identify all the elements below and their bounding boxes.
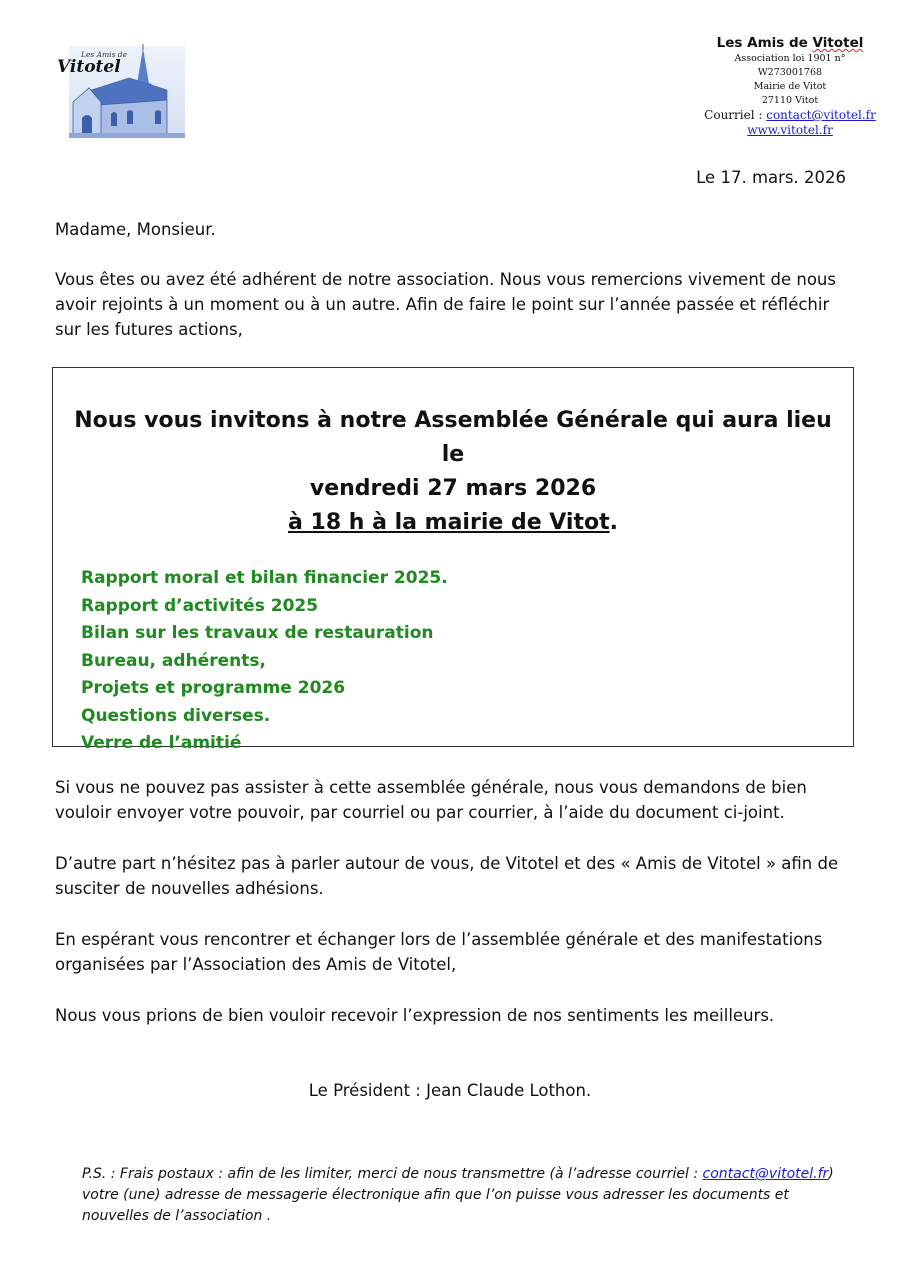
church-logo-image xyxy=(55,44,187,140)
organization-name: Les Amis de Vitotel xyxy=(716,35,864,51)
association-logo xyxy=(55,44,187,140)
invitation-time-place: à 18 h à la mairie de Vitot. xyxy=(288,510,618,535)
agenda-item: Questions diverses. xyxy=(81,705,271,726)
email-link[interactable]: contact@vitotel.fr xyxy=(766,108,876,122)
agenda-list xyxy=(81,565,853,758)
invitation-date: vendredi 27 mars 2026 xyxy=(309,476,597,501)
agenda-item: Bilan sur les travaux de restauration xyxy=(81,623,434,643)
website-line xyxy=(640,123,900,138)
proxy-paragraph: Si vous ne pouvez pas assister à cette assemblée générale, nous vous demandons de bien vouloir envoyer votre pouvoir, par courriel ou par courrier, à l’aide du document ci-joint. xyxy=(55,778,807,822)
logo-text-top: Les Amis de xyxy=(81,50,128,59)
registration-number: W273001768 xyxy=(757,67,823,78)
letter-date: Le 17. mars. 2026 xyxy=(696,168,846,187)
postscript: P.S. : Frais postaux : afin de les limiter, merci de nous transmettre (à l’adresse courriel : contact@vitotel.fr) votre (une) adresse de messagerie électronique afin que l’on puisse vous adresser les documents et nouvelles de l’association . xyxy=(82,1166,834,1224)
agenda-item: Verre de l’amitié xyxy=(81,733,242,753)
email-line: Courriel : contact@vitotel.fr xyxy=(704,108,876,122)
ps-email-link[interactable]: contact@vitotel.fr xyxy=(702,1166,829,1182)
greeting: Madame, Monsieur. xyxy=(55,220,216,239)
address-city: 27110 Vitot xyxy=(761,95,819,106)
agenda-item: Rapport moral et bilan financier 2025. xyxy=(81,568,448,588)
letterhead xyxy=(640,34,900,138)
agenda-item: Projets et programme 2026 xyxy=(81,678,346,698)
agenda-item: Rapport d’activités 2025 xyxy=(81,595,319,616)
association-type: Association loi 1901 n° xyxy=(734,53,846,64)
address-mairie: Mairie de Vitot xyxy=(753,81,827,92)
invitation-headline xyxy=(53,404,853,540)
signature: Le Président : Jean Claude Lothon. xyxy=(308,1081,592,1100)
invitation-line-1: Nous vous invitons à notre Assemblée Générale qui aura lieu le xyxy=(74,408,832,467)
agenda-item: Bureau, adhérents, xyxy=(81,650,266,671)
spread-paragraph: D’autre part n’hésitez pas à parler autour de vous, de Vitotel et des « Amis de Vitotel » afin de susciter de nouvelles adhésions. xyxy=(55,854,839,898)
website-link[interactable]: www.vitotel.fr xyxy=(747,123,833,137)
logo-text-main: Vitotel xyxy=(57,57,121,77)
invitation-box xyxy=(52,367,854,753)
hope-paragraph: En espérant vous rencontrer et échanger lors de l’assemblée générale et des manifestations organisées par l’Association des Amis de Vitotel, xyxy=(55,930,823,974)
intro-paragraph: Vous êtes ou avez été adhérent de notre association. Nous vous remercions vivement de nous avoir rejoints à un moment ou à un autre. Afin de faire le point sur l’année passée et réfléchir sur les futures actions, xyxy=(55,270,836,339)
closing-paragraph: Nous vous prions de bien vouloir recevoir l’expression de nos sentiments les meilleurs. xyxy=(55,1006,775,1025)
